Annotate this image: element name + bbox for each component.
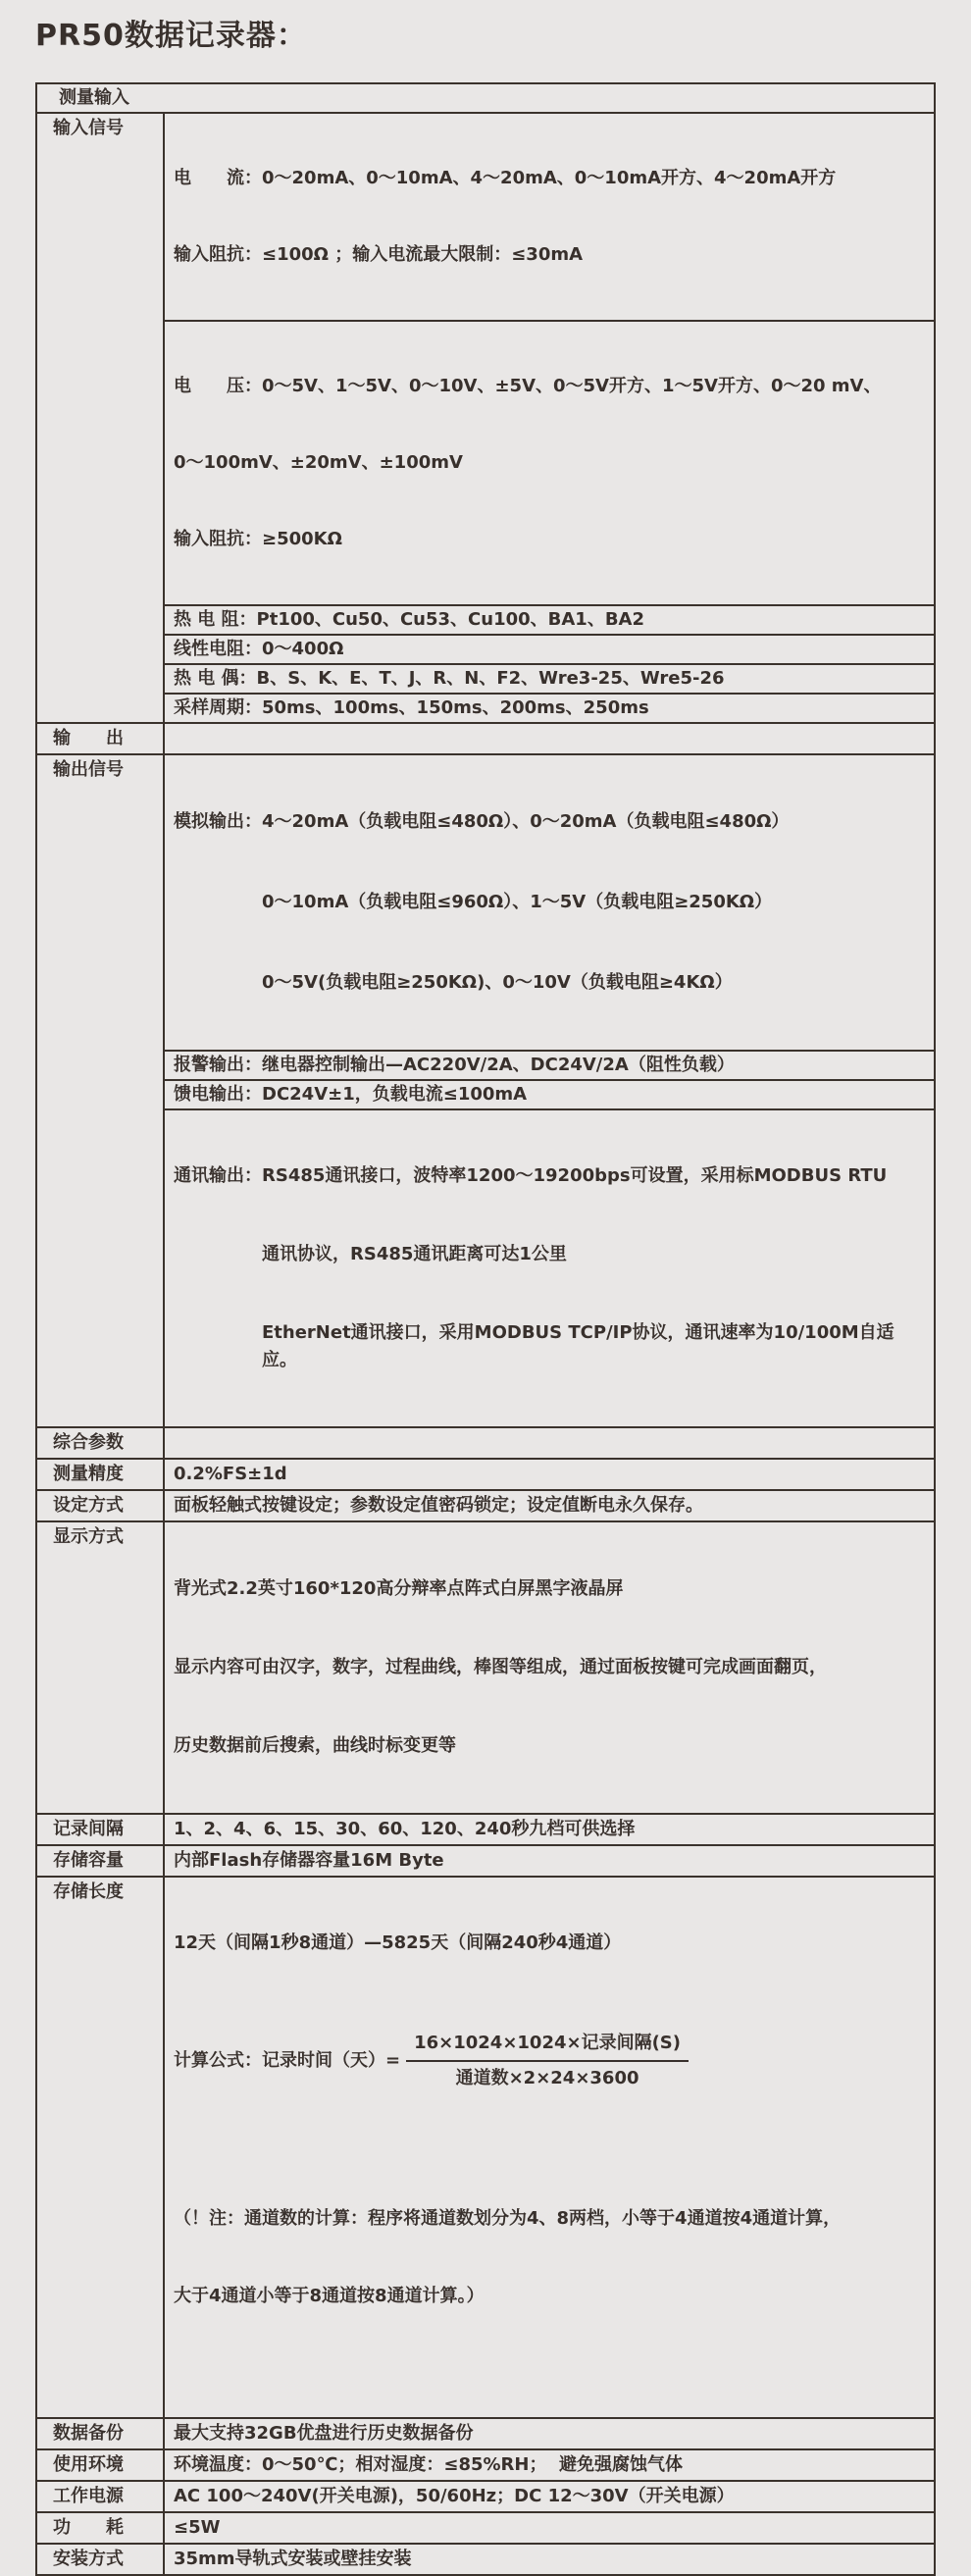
formula-fraction — [406, 2031, 689, 2091]
spec-comm-line3: EtherNet通讯接口，采用MODBUS TCP/IP协议，通讯速率为10/100M自适应。 — [262, 1322, 894, 1370]
spec-analog-output — [165, 755, 934, 1050]
spec-setting: 面板轻触式按键设定；参数设定值密码锁定；设定值断电永久保存。 — [174, 1495, 703, 1516]
spec-display — [165, 1522, 934, 1813]
row-accuracy — [37, 1458, 934, 1489]
input-signal-values — [165, 114, 934, 722]
section-label-general: 综合参数 — [37, 1428, 165, 1458]
label-environment: 使用环境 — [37, 2450, 165, 2480]
spec-table — [35, 82, 936, 2576]
spec-storage-range: 12天（间隔1秒8通道）—5825天（间隔240秒4通道） — [174, 1932, 622, 1953]
storage-note-line1: （！注：通道数的计算：程序将通道数划分为4、8两档，小等于4通道按4通道计算， — [174, 2208, 842, 2229]
row-consumption — [37, 2511, 934, 2543]
spec-current-line2: 输入阻抗：≤100Ω ；输入电流最大限制：≤30mA — [174, 244, 584, 265]
label-input-signal: 输入信号 — [37, 114, 165, 722]
spec-sampling-period: 采样周期：50ms、100ms、150ms、200ms、250ms — [165, 693, 934, 722]
section-label-output: 输 出 — [37, 724, 165, 753]
spec-backup: 最大支持32GB优盘进行历史数据备份 — [174, 2423, 474, 2444]
spec-feed-power-output: 馈电输出：DC24V±1，负载电流≤100mA — [165, 1079, 934, 1108]
label-storage-capacity: 存储容量 — [37, 1846, 165, 1876]
page-title: PR50数据记录器： — [35, 19, 307, 53]
spec-analog-line1: 模拟输出：4～20mA（负载电阻≤480Ω）、0～20mA（负载电阻≤480Ω） — [174, 811, 790, 832]
row-environment — [37, 2448, 934, 2480]
row-input-signal — [37, 112, 934, 722]
spec-linear-resistance: 线性电阻：0～400Ω — [165, 634, 934, 663]
row-backup — [37, 2417, 934, 2448]
output-signal-values — [165, 755, 934, 1426]
row-record-interval — [37, 1813, 934, 1844]
section-label-measure-input: 测量输入 — [59, 87, 129, 108]
storage-note — [174, 2154, 928, 2360]
spec-power: AC 100～240V(开关电源)，50/60Hz；DC 12～30V（开关电源） — [174, 2486, 735, 2506]
row-storage-length — [37, 1876, 934, 2417]
spec-mounting: 35mm导轨式安装或壁挂安装 — [174, 2549, 412, 2569]
row-mounting — [37, 2543, 934, 2574]
formula-denominator: 通道数×2×24×3600 — [455, 2068, 639, 2088]
row-output-signal — [37, 753, 934, 1426]
spec-storage-length — [165, 1878, 934, 2417]
row-display — [37, 1520, 934, 1813]
storage-note-line2: 大于4通道小等于8通道按8通道计算。） — [174, 2286, 485, 2306]
spec-comm-line2: 通讯协议，RS485通讯距离可达1公里 — [262, 1244, 567, 1264]
label-consumption: 功 耗 — [37, 2513, 165, 2543]
spec-accuracy: 0.2%FS±1d — [174, 1464, 287, 1484]
label-power: 工作电源 — [37, 2482, 165, 2511]
row-general-header — [37, 1426, 934, 1458]
spec-record-interval: 1、2、4、6、15、30、60、120、240秒九档可供选择 — [174, 1819, 636, 1839]
label-record-interval: 记录间隔 — [37, 1815, 165, 1844]
label-display: 显示方式 — [37, 1522, 165, 1813]
spec-current — [165, 114, 934, 320]
spec-analog-line3: 0～5V(负载电阻≥250KΩ)、0～10V（负载电阻≥4KΩ） — [262, 972, 733, 993]
row-setting — [37, 1489, 934, 1520]
spec-environment: 环境温度：0～50℃；相对湿度：≤85%RH； 避免强腐蚀气体 — [174, 2454, 683, 2475]
row-storage-capacity — [37, 1844, 934, 1876]
spec-display-line1: 背光式2.2英寸160*120高分辩率点阵式白屏黑字液晶屏 — [174, 1578, 624, 1599]
label-output-signal: 输出信号 — [37, 755, 165, 1426]
storage-formula — [174, 2031, 928, 2091]
spec-comm-line1: 通讯输出：RS485通讯接口，波特率1200～19200bps可设置，采用标MODBUS RTU — [174, 1165, 888, 1186]
output-header-empty — [165, 724, 934, 753]
spec-current-line1: 电 流：0～20mA、0～10mA、4～20mA、0～10mA开方、4～20mA开方 — [174, 168, 837, 188]
spec-storage-capacity: 内部Flash存储器容量16M Byte — [174, 1850, 444, 1871]
spec-voltage — [165, 320, 934, 604]
general-header-empty — [165, 1428, 934, 1458]
formula-numerator: 16×1024×1024×记录间隔(S) — [406, 2031, 689, 2062]
spec-comm-output — [165, 1108, 934, 1426]
label-mounting: 安装方式 — [37, 2545, 165, 2574]
label-setting: 设定方式 — [37, 1491, 165, 1520]
spec-consumption: ≤5W — [174, 2517, 221, 2538]
spec-display-line2: 显示内容可由汉字，数字，过程曲线，棒图等组成，通过面板按键可完成画面翻页， — [174, 1657, 827, 1677]
spec-analog-line2: 0～10mA（负载电阻≤960Ω）、1～5V（负载电阻≥250KΩ） — [262, 892, 773, 912]
spec-voltage-line3: 输入阻抗：≥500KΩ — [174, 529, 342, 549]
spec-voltage-line2: 0～100mV、±20mV、±100mV — [174, 452, 463, 473]
spec-voltage-line1: 电 压：0～5V、1～5V、0～10V、±5V、0～5V开方、1～5V开方、0～20 mV、 — [174, 376, 882, 396]
formula-label: 计算公式：记录时间（天）= — [174, 2050, 401, 2071]
spec-alarm-output: 报警输出：继电器控制输出—AC220V/2A、DC24V/2A（阻性负载） — [165, 1050, 934, 1079]
spec-thermocouple: 热 电 偶：B、S、K、E、T、J、R、N、F2、Wre3-25、Wre5-26 — [165, 663, 934, 693]
spec-display-line3: 历史数据前后搜索，曲线时标变更等 — [174, 1735, 456, 1756]
label-backup: 数据备份 — [37, 2419, 165, 2448]
row-output-header — [37, 722, 934, 753]
label-storage-length: 存储长度 — [37, 1878, 165, 2417]
spec-rtd: 热 电 阻：Pt100、Cu50、Cu53、Cu100、BA1、BA2 — [165, 604, 934, 634]
row-power — [37, 2480, 934, 2511]
label-accuracy: 测量精度 — [37, 1460, 165, 1489]
row-measure-input-header — [37, 84, 934, 112]
